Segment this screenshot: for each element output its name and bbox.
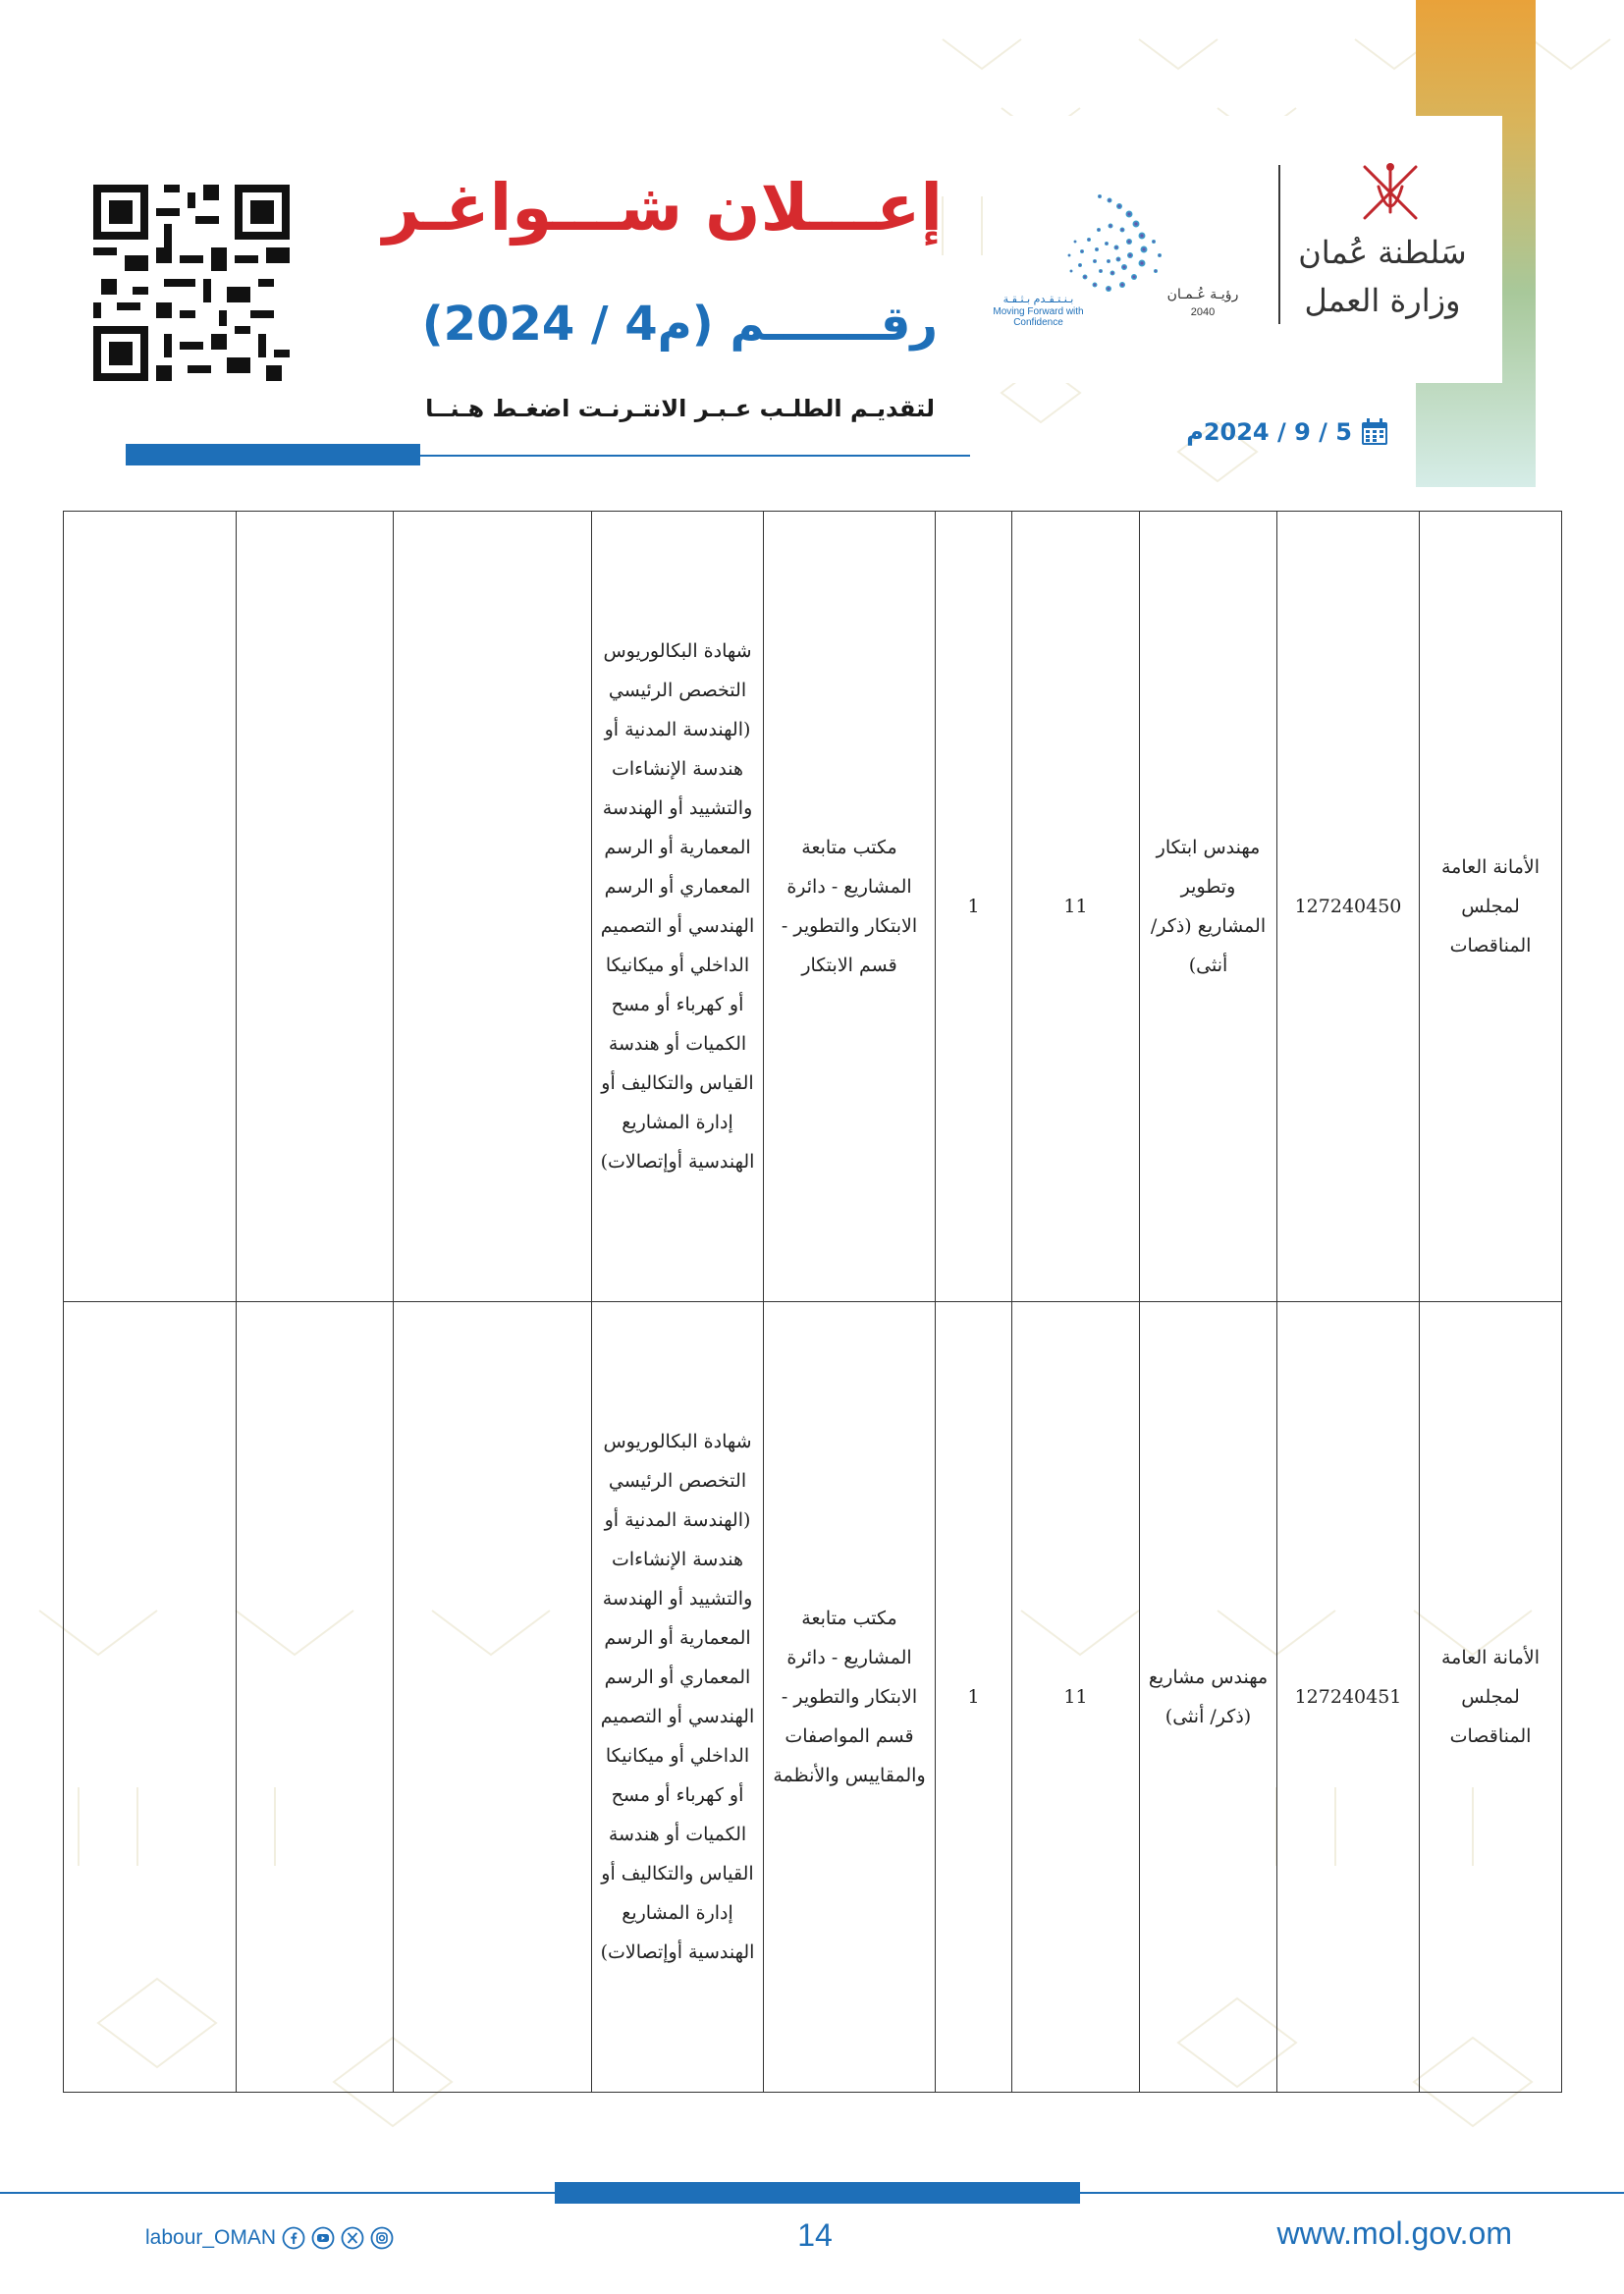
announcement-date: 5 / 9 / 2024م (1186, 418, 1352, 446)
entity-cell: الأمانة العامة لمجلس المناقصات (1420, 1302, 1562, 2093)
job-title-cell: مهندس ابتكار وتطوير المشاريع (ذكر/أنثى) (1140, 512, 1277, 1302)
announcement-title: إعـــلان شـــواغـر (382, 170, 943, 246)
qr-code-icon[interactable] (93, 185, 290, 381)
vacancies-table (63, 511, 1562, 2093)
vision-tagline-ar: بـنـتـقـدم بـثـقـة (1002, 293, 1074, 305)
table-row (64, 512, 1562, 1302)
ministry-line-2: وزارة العمل (1304, 282, 1461, 319)
ministry-line-1: سَلطنة عُمان (1298, 234, 1467, 271)
instagram-icon[interactable] (370, 2226, 394, 2250)
department-cell: مكتب متابعة المشاريع - دائرة الابتكار والتطوير - قسم المواصفات والمقاييس والأنظمة (764, 1302, 936, 2093)
oman-emblem-icon (1355, 157, 1426, 228)
vision-tagline-en: Moving Forward with Confidence (993, 306, 1084, 328)
apply-underline-thin (420, 455, 970, 457)
announcement-number: رقـــــــم (م4 / 2024) (421, 297, 938, 352)
page-number: 14 (797, 2217, 833, 2253)
vision-title: رؤيـة عُـمـان (1166, 287, 1239, 302)
logo-divider (1278, 165, 1280, 324)
grade-cell: 11 (1012, 1302, 1140, 2093)
empty-cell (237, 1302, 394, 2093)
code-cell: 127240451 (1277, 1302, 1420, 2093)
code-cell: 127240450 (1277, 512, 1420, 1302)
x-icon[interactable] (341, 2226, 364, 2250)
empty-cell (237, 512, 394, 1302)
social-handle-group (145, 2221, 394, 2255)
qualification-cell: شهادة البكالوريوس التخصص الرئيسي (الهندسة المدنية أو هندسة الإنشاءات والتشييد أو الهندسة المعمارية أو الرسم المعماري أو الرسم الهندسي أو التصميم الداخلي أو ميكانيكا أو كهرباء أو مسح الكميات أو هندسة القياس والتكاليف أو إدارة المشاريع الهندسية أوإتصالات) (592, 512, 764, 1302)
empty-cell (394, 1302, 592, 2093)
website-link[interactable]: www.mol.gov.om (1276, 2215, 1512, 2251)
footer-accent-bar (555, 2182, 1080, 2204)
table-row (64, 1302, 1562, 2093)
date-row (1139, 412, 1389, 452)
department-cell: مكتب متابعة المشاريع - دائرة الابتكار والتطوير - قسم الابتكار (764, 512, 936, 1302)
entity-cell: الأمانة العامة لمجلس المناقصات (1420, 512, 1562, 1302)
qualification-cell: شهادة البكالوريوس التخصص الرئيسي (الهندسة المدنية أو هندسة الإنشاءات والتشييد أو الهندسة المعمارية أو الرسم المعماري أو الرسم الهندسي أو التصميم الداخلي أو ميكانيكا أو كهرباء أو مسح الكميات أو هندسة القياس والتكاليف أو إدارة المشاريع الهندسية أوإتصالات) (592, 1302, 764, 2093)
grade-cell: 11 (1012, 512, 1140, 1302)
apply-online-link[interactable]: لتقديـم الطلـب عـبـر الانتـرنـت اضغـط هـنــا (425, 395, 935, 422)
apply-underline-thick (126, 444, 420, 465)
empty-cell (64, 1302, 237, 2093)
vision-year: 2040 (1190, 306, 1216, 318)
empty-cell (64, 512, 237, 1302)
facebook-icon[interactable] (282, 2226, 305, 2250)
youtube-icon[interactable] (311, 2226, 335, 2250)
empty-cell (394, 512, 592, 1302)
calendar-icon (1360, 417, 1389, 447)
job-title-cell: مهندس مشاريع (ذكر/ أنثى) (1140, 1302, 1277, 2093)
count-cell: 1 (936, 1302, 1012, 2093)
count-cell: 1 (936, 512, 1012, 1302)
social-handle[interactable]: labour_OMAN (145, 2226, 277, 2249)
